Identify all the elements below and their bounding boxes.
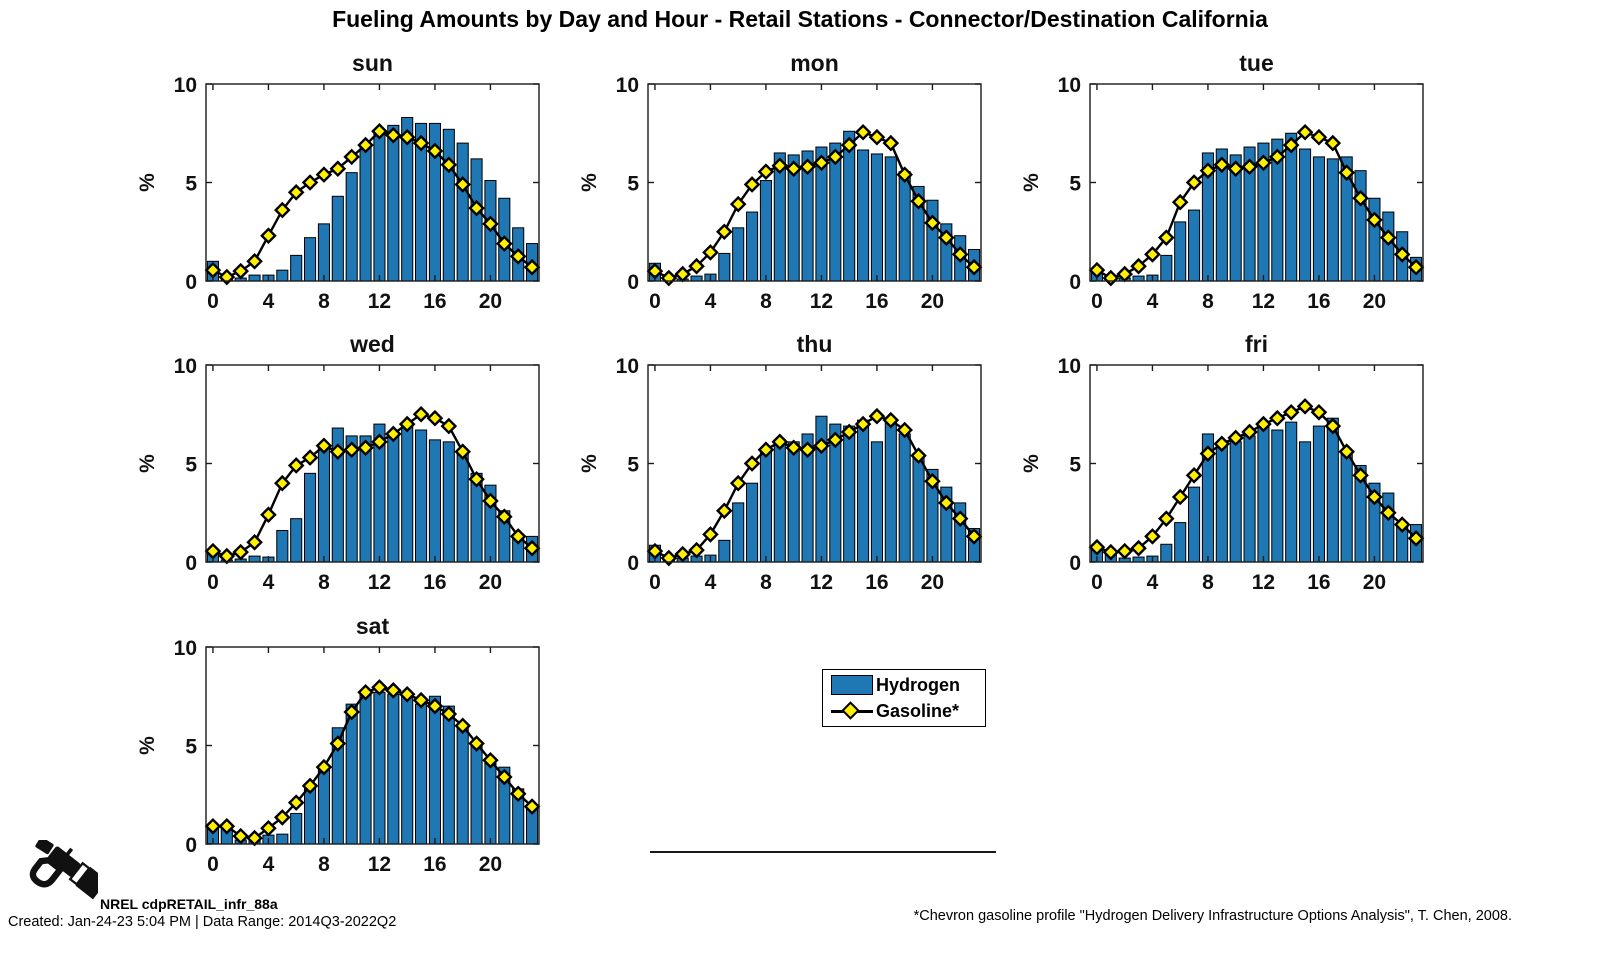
x-tick-label: 4 bbox=[262, 290, 275, 313]
hydrogen-bar bbox=[1230, 442, 1241, 562]
hydrogen-bar bbox=[305, 473, 316, 562]
hydrogen-bar bbox=[291, 255, 302, 281]
y-axis-label: % bbox=[136, 173, 159, 192]
hydrogen-bar bbox=[858, 420, 869, 562]
gasoline-marker bbox=[1104, 271, 1117, 284]
hydrogen-bar bbox=[774, 440, 785, 562]
hydrogen-bar bbox=[305, 238, 316, 281]
hydrogen-bar bbox=[277, 530, 288, 562]
hydrogen-bar bbox=[871, 442, 882, 562]
gasoline-line bbox=[655, 416, 974, 558]
gasoline-marker bbox=[1271, 412, 1284, 425]
hydrogen-bar bbox=[885, 422, 896, 562]
y-tick-label: 10 bbox=[615, 355, 639, 378]
x-tick-label: 4 bbox=[1146, 290, 1159, 313]
hydrogen-bar bbox=[318, 765, 329, 844]
hydrogen-bar bbox=[1189, 210, 1200, 281]
hydrogen-bar bbox=[871, 154, 882, 281]
x-tick-label: 0 bbox=[207, 571, 219, 594]
x-tick-label: 12 bbox=[809, 290, 834, 313]
x-tick-label: 16 bbox=[1307, 290, 1331, 313]
y-tick-label: 0 bbox=[1069, 271, 1081, 294]
hydrogen-bar bbox=[457, 143, 468, 281]
legend-item-gasoline bbox=[831, 699, 985, 723]
hydrogen-bar bbox=[249, 275, 260, 281]
hydrogen-bar bbox=[443, 129, 454, 281]
footer-chart-id: NREL cdpRETAIL_infr_88a bbox=[100, 896, 278, 912]
x-tick-label: 8 bbox=[1202, 290, 1214, 313]
y-tick-label: 0 bbox=[627, 271, 639, 294]
hydrogen-bar bbox=[485, 763, 496, 844]
hydrogen-bar bbox=[402, 426, 413, 562]
gasoline-marker bbox=[718, 504, 731, 517]
hydrogen-bar bbox=[1313, 426, 1324, 562]
gasoline-line bbox=[1097, 406, 1416, 552]
x-tick-label: 16 bbox=[423, 571, 447, 594]
hydrogen-bar bbox=[1286, 133, 1297, 281]
hydrogen-bar bbox=[719, 540, 730, 562]
x-tick-label: 8 bbox=[760, 290, 772, 313]
hydrogen-bar bbox=[360, 690, 371, 844]
x-tick-label: 20 bbox=[478, 290, 503, 313]
x-tick-label: 20 bbox=[1362, 290, 1387, 313]
y-tick-label: 0 bbox=[185, 552, 197, 575]
subplot-title-fri: fri bbox=[1245, 331, 1268, 357]
x-tick-label: 0 bbox=[1091, 290, 1103, 313]
x-tick-label: 4 bbox=[262, 853, 275, 876]
hydrogen-bar bbox=[733, 503, 744, 562]
hydrogen-bar bbox=[1300, 442, 1311, 562]
hydrogen-bar bbox=[760, 452, 771, 562]
hydrogen-bar bbox=[913, 454, 924, 562]
y-axis-label: % bbox=[578, 173, 601, 192]
y-tick-label: 5 bbox=[185, 735, 197, 759]
hydrogen-bar bbox=[927, 200, 938, 281]
hydrogen-bar bbox=[788, 442, 799, 562]
y-tick-label: 0 bbox=[1069, 552, 1081, 575]
gasoline-line bbox=[213, 414, 532, 556]
gasoline-source-footnote: *Chevron gasoline profile "Hydrogen Delivery Infrastructure Options Analysis", T. Chen, 2008. bbox=[913, 908, 1512, 924]
subplot-sun bbox=[136, 50, 539, 313]
x-tick-label: 12 bbox=[809, 571, 834, 594]
subplot-mon bbox=[578, 50, 981, 313]
subplot-title-mon: mon bbox=[790, 50, 839, 76]
hydrogen-bar bbox=[1383, 493, 1394, 562]
gasoline-marker bbox=[870, 131, 883, 144]
hydrogen-bar bbox=[747, 212, 758, 281]
hydrogen-bar bbox=[1133, 557, 1144, 562]
hydrogen-bar bbox=[1258, 426, 1269, 562]
hydrogen-bar bbox=[1175, 222, 1186, 281]
x-tick-label: 16 bbox=[423, 290, 447, 313]
x-tick-label: 16 bbox=[865, 290, 889, 313]
y-tick-label: 10 bbox=[173, 74, 197, 97]
x-tick-label: 0 bbox=[1091, 571, 1103, 594]
x-tick-label: 8 bbox=[1202, 571, 1214, 594]
subplot-tue bbox=[1020, 50, 1423, 313]
hydrogen-swatch bbox=[831, 675, 873, 695]
x-tick-label: 12 bbox=[367, 290, 392, 313]
y-axis-label: % bbox=[1020, 454, 1043, 473]
subplot-title-thu: thu bbox=[796, 331, 833, 357]
gasoline-marker bbox=[1285, 406, 1298, 419]
x-tick-label: 12 bbox=[1251, 571, 1276, 594]
figure-title: Fueling Amounts by Day and Hour - Retail Stations - Connector/Destination California bbox=[332, 6, 1268, 32]
gasoline-marker bbox=[1312, 131, 1325, 144]
y-tick-label: 5 bbox=[185, 172, 197, 196]
hydrogen-bar bbox=[1355, 171, 1366, 281]
y-tick-label: 10 bbox=[1057, 355, 1081, 378]
y-axis-label: % bbox=[136, 454, 159, 473]
hydrogen-bar bbox=[1286, 422, 1297, 562]
hydrogen-bar bbox=[457, 454, 468, 562]
x-tick-label: 8 bbox=[318, 290, 330, 313]
y-tick-label: 5 bbox=[627, 172, 639, 196]
hydrogen-bar bbox=[402, 696, 413, 844]
gasoline-marker bbox=[884, 137, 897, 150]
gasoline-marker bbox=[317, 168, 330, 181]
hydrogen-bar bbox=[277, 834, 288, 844]
x-tick-label: 0 bbox=[207, 290, 219, 313]
hydrogen-bar bbox=[346, 173, 357, 281]
hydrogen-bar bbox=[691, 276, 702, 281]
legend-box bbox=[822, 669, 986, 727]
x-tick-label: 4 bbox=[704, 571, 717, 594]
y-tick-label: 0 bbox=[185, 834, 197, 857]
legend-item-hydrogen bbox=[831, 673, 985, 697]
hydrogen-bar bbox=[388, 432, 399, 562]
subplot-title-sun: sun bbox=[352, 50, 393, 76]
subplot-thu bbox=[578, 331, 981, 594]
hydrogen-bar bbox=[1216, 444, 1227, 562]
hydrogen-bar bbox=[388, 125, 399, 281]
gasoline-marker bbox=[1298, 400, 1311, 413]
x-tick-label: 0 bbox=[649, 571, 661, 594]
hydrogen-bar bbox=[416, 704, 427, 844]
hydrogen-bar bbox=[1175, 523, 1186, 562]
y-tick-label: 5 bbox=[1069, 453, 1081, 477]
hydrogen-bar bbox=[291, 813, 302, 844]
y-tick-label: 10 bbox=[1057, 74, 1081, 97]
hydrogen-bar bbox=[1313, 157, 1324, 281]
hydrogen-bar bbox=[471, 159, 482, 281]
hydrogen-bar bbox=[318, 224, 329, 281]
x-tick-label: 16 bbox=[423, 853, 447, 876]
x-tick-label: 4 bbox=[262, 571, 275, 594]
empty-axes-baseline bbox=[650, 851, 996, 853]
y-axis-label: % bbox=[1020, 173, 1043, 192]
gasoline-marker bbox=[1326, 137, 1339, 150]
hydrogen-bar bbox=[416, 430, 427, 562]
subplot-sat bbox=[136, 613, 539, 876]
gasoline-line bbox=[213, 687, 532, 838]
gasoline-marker bbox=[442, 419, 455, 432]
hydrogen-bar bbox=[443, 442, 454, 562]
gasoline-marker bbox=[870, 410, 883, 423]
hydrogen-bar bbox=[1161, 255, 1172, 281]
x-tick-label: 8 bbox=[318, 853, 330, 876]
hydrogen-bar bbox=[899, 434, 910, 562]
x-tick-label: 20 bbox=[920, 290, 945, 313]
hydrogen-bar bbox=[844, 131, 855, 281]
subplot-fri bbox=[1020, 331, 1423, 594]
y-tick-label: 10 bbox=[173, 355, 197, 378]
hydrogen-bar bbox=[885, 157, 896, 281]
x-tick-label: 4 bbox=[1146, 571, 1159, 594]
y-axis-label: % bbox=[578, 454, 601, 473]
x-tick-label: 16 bbox=[1307, 571, 1331, 594]
hydrogen-bar bbox=[1161, 544, 1172, 562]
hydrogen-bar bbox=[346, 704, 357, 844]
hydrogen-bar bbox=[374, 692, 385, 844]
hydrogen-bar bbox=[844, 426, 855, 562]
hydrogen-bar bbox=[471, 742, 482, 844]
hydrogen-bar bbox=[429, 440, 440, 562]
gasoline-marker bbox=[428, 412, 441, 425]
gasoline-swatch bbox=[831, 701, 873, 721]
x-tick-label: 4 bbox=[704, 290, 717, 313]
hydrogen-bar bbox=[719, 253, 730, 281]
hydrogen-bar bbox=[858, 150, 869, 281]
legend-label-hydrogen: Hydrogen bbox=[876, 674, 961, 695]
y-tick-label: 0 bbox=[185, 271, 197, 294]
y-axis-label: % bbox=[136, 736, 159, 755]
hydrogen-bar bbox=[374, 133, 385, 281]
gasoline-line bbox=[213, 131, 532, 277]
y-tick-label: 0 bbox=[627, 552, 639, 575]
gasoline-marker bbox=[262, 229, 275, 242]
x-tick-label: 20 bbox=[920, 571, 945, 594]
gasoline-marker bbox=[1118, 545, 1131, 558]
hydrogen-bar bbox=[1300, 149, 1311, 281]
hydrogen-bar bbox=[318, 446, 329, 562]
hydrogen-bar bbox=[388, 694, 399, 844]
gasoline-marker bbox=[662, 271, 675, 284]
y-tick-label: 5 bbox=[185, 453, 197, 477]
y-tick-label: 10 bbox=[173, 637, 197, 660]
hydrogen-bar bbox=[443, 706, 454, 844]
hydrogen-bar bbox=[899, 172, 910, 281]
x-tick-label: 0 bbox=[649, 290, 661, 313]
hydrogen-bar bbox=[249, 556, 260, 562]
x-tick-label: 0 bbox=[207, 853, 219, 876]
hydrogen-bar bbox=[747, 483, 758, 562]
hydrogen-bar bbox=[1341, 454, 1352, 562]
hydrogen-bar bbox=[291, 519, 302, 562]
hydrogen-bar bbox=[429, 696, 440, 844]
x-tick-label: 12 bbox=[367, 571, 392, 594]
subplot-wed bbox=[136, 331, 539, 594]
footer-created-range: Created: Jan-24-23 5:04 PM | Data Range: 2014Q3-2022Q2 bbox=[8, 914, 397, 930]
subplot-title-sat: sat bbox=[355, 613, 390, 639]
x-tick-label: 20 bbox=[1362, 571, 1387, 594]
x-tick-label: 20 bbox=[478, 571, 503, 594]
gasoline-marker bbox=[262, 508, 275, 521]
subplot-title-wed: wed bbox=[350, 331, 395, 357]
y-tick-label: 5 bbox=[627, 453, 639, 477]
hydrogen-bar bbox=[760, 181, 771, 281]
hydrogen-bar bbox=[1327, 159, 1338, 281]
diamond-marker-icon bbox=[841, 701, 859, 719]
hydrogen-bar bbox=[1272, 430, 1283, 562]
legend-label-gasoline: Gasoline* bbox=[876, 700, 960, 721]
x-tick-label: 16 bbox=[865, 571, 889, 594]
hydrogen-bar bbox=[1383, 212, 1394, 281]
hydrogen-bar bbox=[457, 726, 468, 844]
x-tick-label: 20 bbox=[478, 853, 503, 876]
gasoline-line bbox=[655, 132, 974, 278]
hydrogen-bar bbox=[1327, 418, 1338, 562]
gasoline-marker bbox=[718, 225, 731, 238]
x-tick-label: 12 bbox=[367, 853, 392, 876]
hydrogen-bar bbox=[332, 196, 343, 281]
x-tick-label: 8 bbox=[760, 571, 772, 594]
hydrogen-bar bbox=[1244, 436, 1255, 562]
y-tick-label: 10 bbox=[615, 74, 639, 97]
gasoline-marker bbox=[1187, 469, 1200, 482]
x-tick-label: 12 bbox=[1251, 290, 1276, 313]
hydrogen-bar bbox=[733, 228, 744, 281]
hydrogen-bar bbox=[1133, 276, 1144, 281]
hydrogen-bar bbox=[360, 147, 371, 281]
gasoline-marker bbox=[1174, 490, 1187, 503]
y-tick-label: 5 bbox=[1069, 172, 1081, 196]
hydrogen-bar bbox=[277, 270, 288, 281]
x-tick-label: 8 bbox=[318, 571, 330, 594]
hydrogen-bar bbox=[1189, 487, 1200, 562]
gasoline-line bbox=[1097, 132, 1416, 278]
subplot-title-tue: tue bbox=[1239, 50, 1274, 76]
hydrogen-bar bbox=[1369, 198, 1380, 281]
